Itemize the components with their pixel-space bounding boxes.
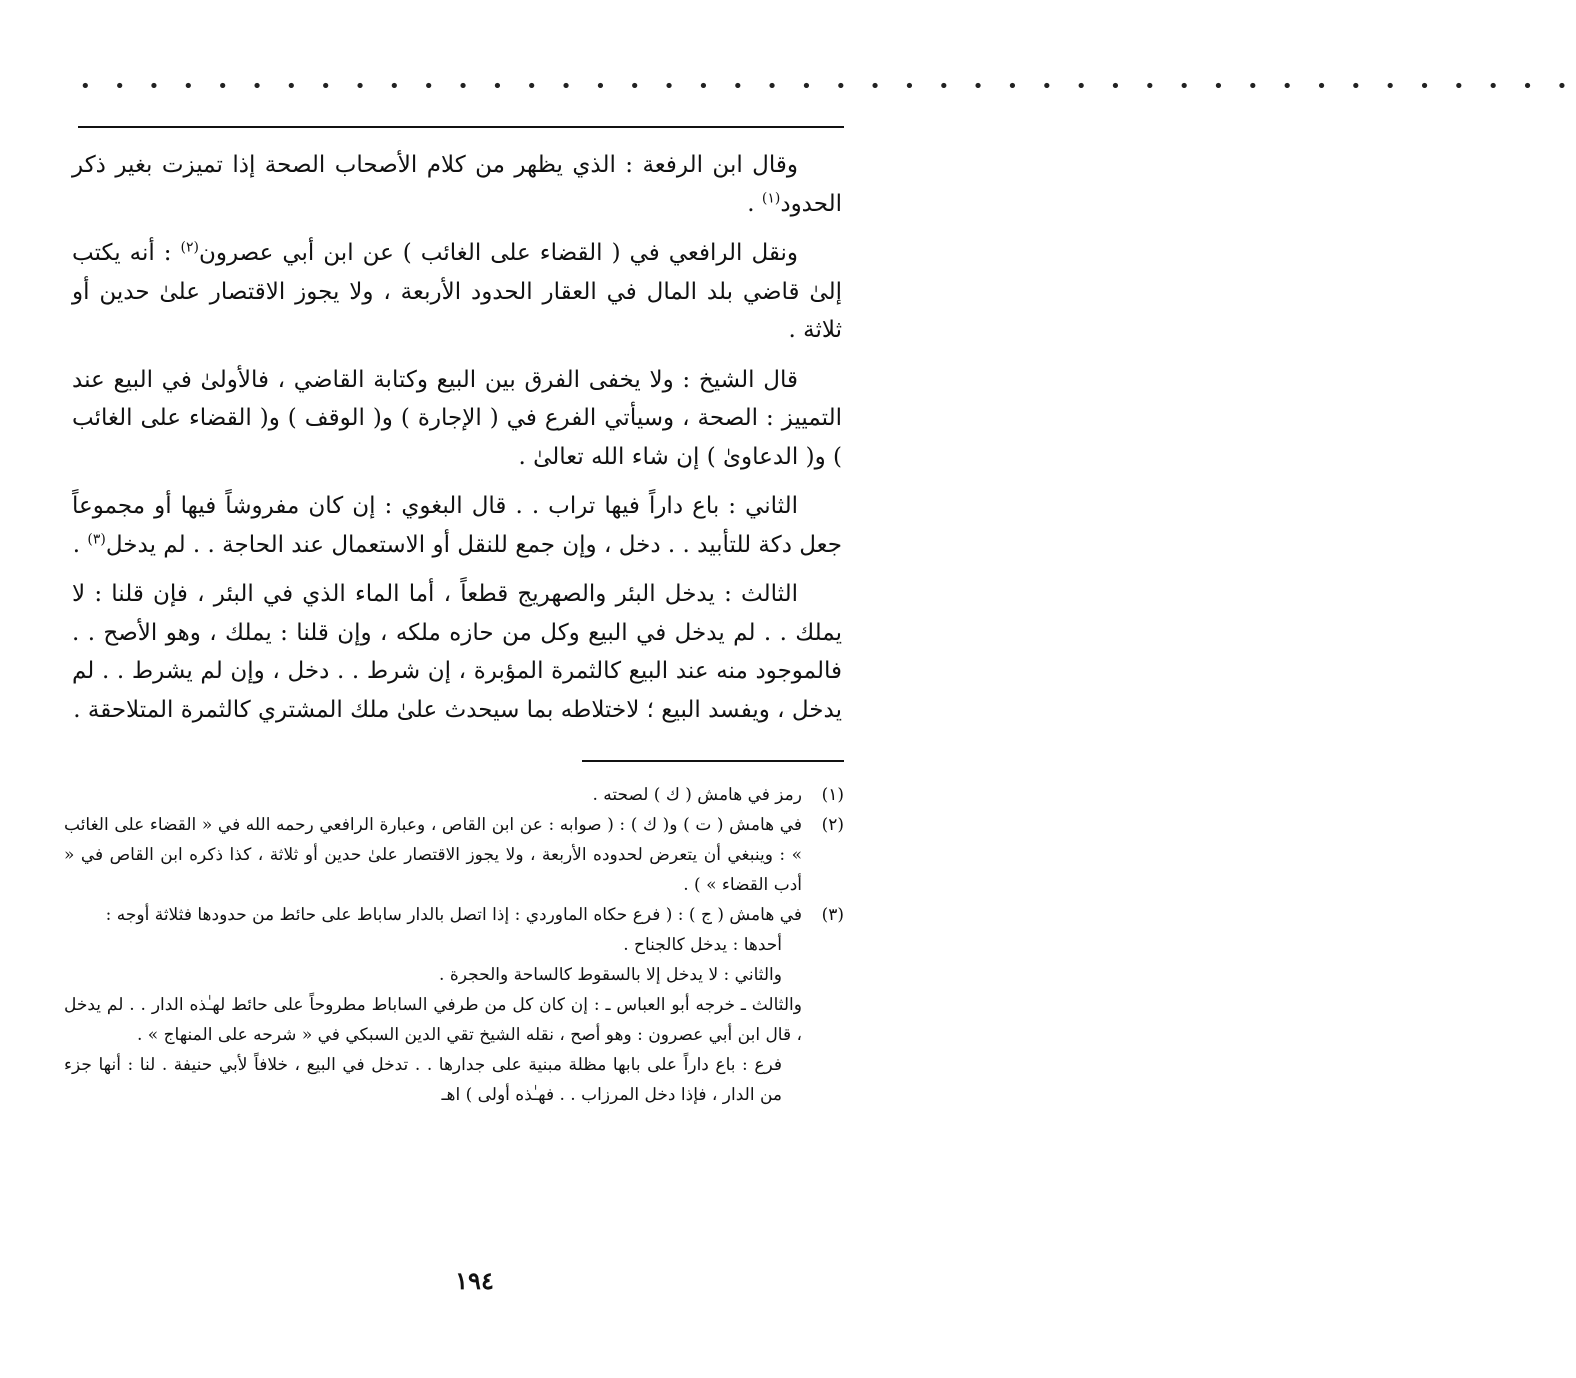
footnote-ref-1[interactable]: (١) <box>761 189 781 206</box>
paragraph-4 <box>72 487 842 564</box>
paragraph-1-end: . <box>747 190 762 217</box>
footnote-2 <box>64 810 844 900</box>
page-number: ١٩٤ <box>455 1266 494 1295</box>
footnote-3 <box>64 900 844 1110</box>
header-dots: • • • • • • • • • • • • • • • • • • • • • • • • • • • • • • • • • • • • • • • • • • • • <box>80 76 1576 97</box>
paragraph-1-text: وقال ابن الرفعة : الذي يظهر من كلام الأصحاب الصحة إذا تميزت بغير ذكر الحدود <box>72 152 842 217</box>
paragraph-3 <box>72 361 842 477</box>
footnote-ref-2[interactable]: (٢) <box>180 239 199 256</box>
footnote-number: (٣) <box>821 905 844 925</box>
footnote-text: والثالث ـ خرجه أبو العباس ـ : إن كان كل من طرفي الساباط مطروحاً على حائط لهـٰذه الدار . . لم يدخل ، قال ابن أبي عصرون : وهو أصح ، نقله الشيخ تقي الدين السبكي في « شرحه على المنهاج » . <box>64 995 802 1045</box>
footnote-text: أحدها : يدخل كالجناح . <box>623 935 782 955</box>
paragraph-5-text: الثالث : يدخل البئر والصهريج قطعاً ، أما الماء الذي في البئر ، فإن قلنا : لا يملك . . لم يدخل في البيع وكل من حازه ملكه ، وإن قلنا : يملك ، وهو الأصح . . فالموجود منه عند البيع كالثمرة المؤبرة ، إن شرط . . دخل ، وإن لم يشرط . . لم يدخل ، ويفسد البيع ؛ لاختلاطه بما سيحدث علىٰ ملك المشتري كالثمرة المتلاحقة . <box>72 581 842 723</box>
paragraph-2 <box>72 234 842 350</box>
footnote-number: (٢) <box>821 815 844 835</box>
footnote-text: والثاني : لا يدخل إلا بالسقوط كالساحة والحجرة . <box>439 965 782 985</box>
footnote-text: فرع : باع داراً على بابها مظلة مبنية على جدارها . . تدخل في البيع ، خلافاً لأبي حنيفة . لنا : أنها جزء من الدار ، فإذا دخل المرزاب . . فهـٰذه أولى ) اهـ <box>64 1055 782 1105</box>
main-text <box>72 146 842 740</box>
header-rule <box>78 126 844 128</box>
paragraph-2-text-b: : أنه يكتب إلىٰ قاضي بلد المال في العقار الحدود الأربعة ، ولا يجوز الاقتصار علىٰ حدين أو ثلاثة . <box>72 240 842 343</box>
footnote-text: رمز في هامش ( ك ) لصحته . <box>592 785 802 805</box>
footnote-separator <box>582 760 844 762</box>
footnote-number: (١) <box>821 785 844 805</box>
paragraph-2-text-a: ونقل الرافعي في ( القضاء على الغائب ) عن ابن أبي عصرون <box>198 240 798 266</box>
footnote-ref-3[interactable]: (٣) <box>87 530 106 547</box>
paragraph-1 <box>72 146 842 223</box>
footnote-text: في هامش ( ت ) و( ك ) : ( صوابه : عن ابن القاص ، وعبارة الرافعي رحمه الله في « القضاء على الغائب » : وينبغي أن يتعرض لحدوده الأربعة ، ولا يجوز الاقتصار علىٰ حدين أو ثلاثة ، كذا ذكره ابن القاص في « أدب القضاء » ) . <box>64 815 802 895</box>
footnote-1 <box>64 780 844 810</box>
footnotes <box>64 780 844 1110</box>
paragraph-4-end: . <box>72 531 88 558</box>
footnote-text: في هامش ( ج ) : ( فرع حكاه الماوردي : إذا اتصل بالدار ساباط على حائط من حدودها فثلاثة أوجه : <box>105 905 802 925</box>
paragraph-3-text: قال الشيخ : ولا يخفى الفرق بين البيع وكتابة القاضي ، فالأولىٰ في البيع عند التمييز : الصحة ، وسيأتي الفرع في ( الإجارة ) و( الوقف ) و( القضاء على الغائب ) و( الدعاوىٰ ) إن شاء الله تعالىٰ . <box>72 366 842 470</box>
paragraph-5 <box>72 575 842 729</box>
paragraph-4-text: الثاني : باع داراً فيها تراب . . قال البغوي : إن كان مفروشاً فيها أو مجموعاً جعل دكة للتأبيد . . دخل ، وإن جمع للنقل أو الاستعمال عند الحاجة . . لم يدخل <box>72 493 842 558</box>
